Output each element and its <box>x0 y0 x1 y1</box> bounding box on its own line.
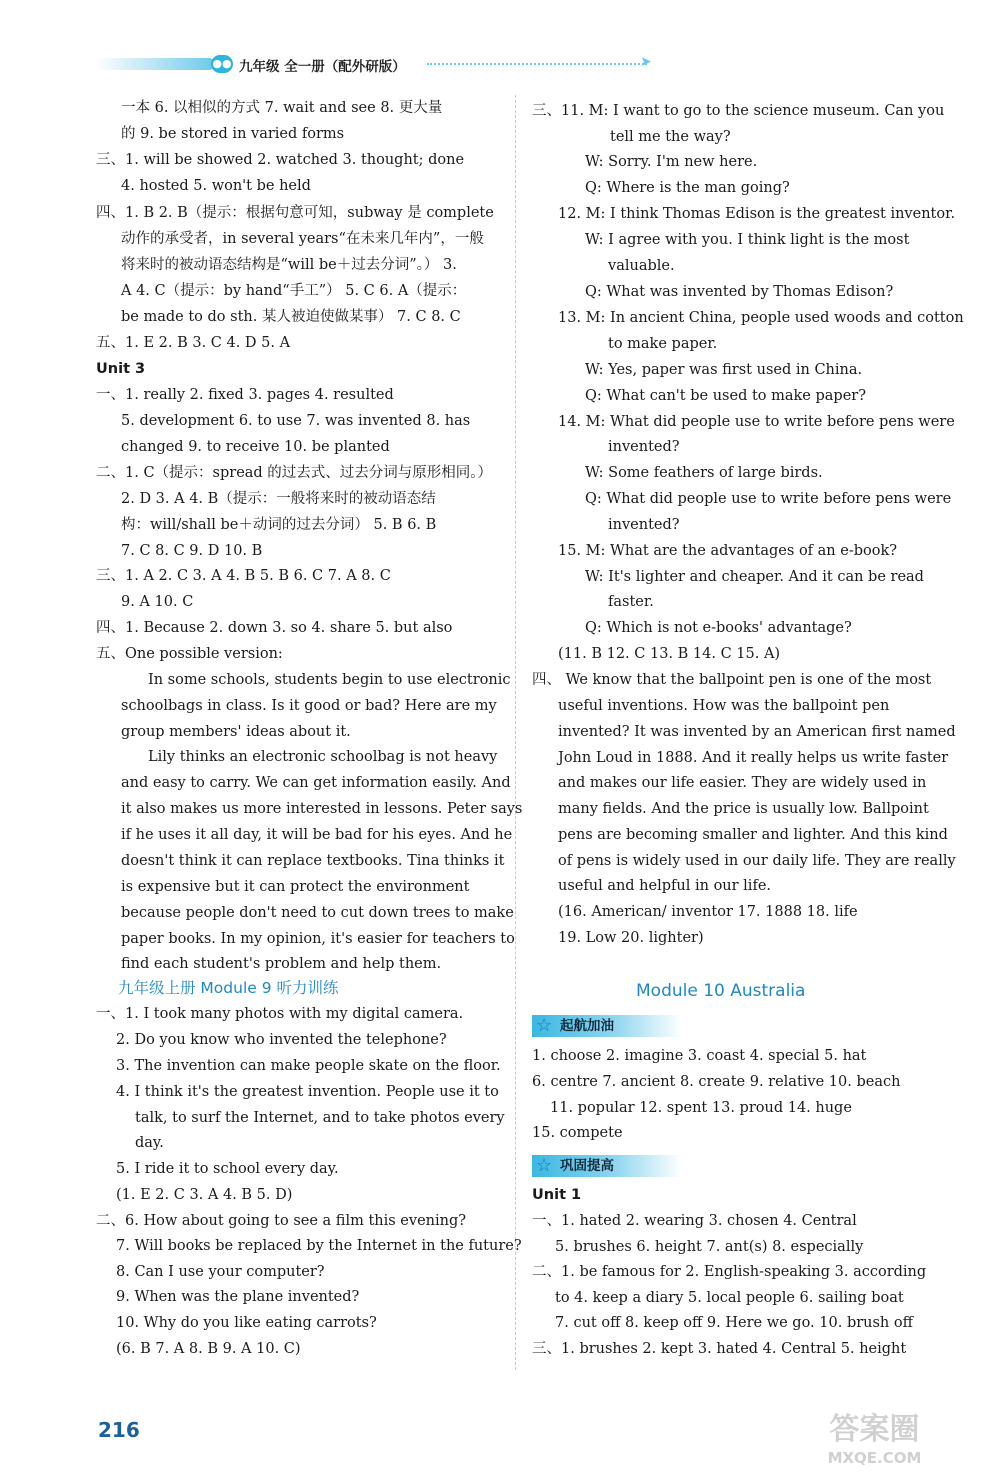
text-line: 7. Will books be replaced by the Internet in the future? <box>116 1238 522 1254</box>
text-line: 四、1. Because 2. down 3. so 4. share 5. but also <box>96 620 453 636</box>
text-line: tell me the way? <box>610 129 731 145</box>
text-line: 一、1. hated 2. wearing 3. chosen 4. Central <box>532 1213 857 1229</box>
text-line: 15. compete <box>532 1125 623 1141</box>
essay-line: group members' ideas about it. <box>121 724 351 740</box>
text-line: 五、One possible version: <box>96 646 283 662</box>
text-line: 10. Why do you like eating carrots? <box>116 1315 377 1331</box>
text-line: 5. I ride it to school every day. <box>116 1161 339 1177</box>
passage-line: 四、 We know that the ballpoint pen is one of the most <box>532 672 932 688</box>
text-line: 三、1. A 2. C 3. A 4. B 5. B 6. C 7. A 8. C <box>96 568 391 584</box>
watermark-url: MXQE.COM <box>827 1449 922 1467</box>
text-line: 9. When was the plane invented? <box>116 1289 360 1305</box>
text-line: talk, to surf the Internet, and to take photos every <box>135 1110 505 1126</box>
text-line: invented? <box>608 517 680 533</box>
text-line: valuable. <box>608 258 675 274</box>
section-banner-label: 巩固提高 <box>560 1158 614 1174</box>
text-line: Q: What was invented by Thomas Edison? <box>585 284 894 300</box>
section-banner-qihang <box>532 1015 682 1037</box>
passage-line: pens are becoming smaller and lighter. And this kind <box>558 827 948 843</box>
text-line: faster. <box>608 594 654 610</box>
text-line: 二、1. C（提示：spread 的过去式、过去分词与原形相同。） <box>96 465 493 481</box>
watermark-text: 答案圈 <box>829 1412 920 1447</box>
text-line: 三、1. will be showed 2. watched 3. thought; done <box>96 152 465 168</box>
text-line: W: Some feathers of large birds. <box>585 465 823 481</box>
header-decoration-band <box>95 58 215 70</box>
text-line: 二、1. be famous for 2. English-speaking 3. according <box>532 1264 927 1280</box>
text-line: 1. choose 2. imagine 3. coast 4. special 5. hat <box>532 1048 867 1064</box>
passage-line: useful and helpful in our life. <box>558 878 772 894</box>
header-dotted-line <box>427 63 647 65</box>
essay-line: paper books. In my opinion, it's easier for teachers to <box>121 931 515 947</box>
page-header <box>95 50 655 80</box>
essay-line: because people don't need to cut down trees to make <box>121 905 514 921</box>
module9-section-title: 九年级上册 Module 9 听力训练 <box>118 979 339 997</box>
text-line: 四、1. B 2. B（提示：根据句意可知，subway 是 complete <box>96 205 494 221</box>
text-line: 一、1. I took many photos with my digital camera. <box>96 1006 464 1022</box>
text-line: 7. cut off 8. keep off 9. Here we go. 10. brush off <box>555 1315 913 1331</box>
column-divider <box>515 95 516 1370</box>
passage-line: invented? It was invented by an American first named <box>558 724 956 740</box>
text-line: 动作的承受者，in several years“在未来几年内”，一般 <box>121 231 484 247</box>
passage-line: many fields. And the price is usually low. Ballpoint <box>558 801 929 817</box>
star-icon: ☆ <box>536 1015 553 1036</box>
essay-line: it also makes us more interested in lessons. Peter says <box>121 801 523 817</box>
text-line: 的 9. be stored in varied forms <box>121 126 345 142</box>
text-line: Q: Which is not e-books' advantage? <box>585 620 852 636</box>
text-line: 14. M: What did people use to write before pens were <box>558 414 955 430</box>
essay-line: find each student's problem and help them. <box>121 956 442 972</box>
essay-line: In some schools, students begin to use electronic <box>148 672 511 688</box>
header-logo-icon: ●● <box>211 55 233 73</box>
text-line: 2. Do you know who invented the telephone? <box>116 1032 447 1048</box>
text-line: 一本 6. 以相似的方式 7. wait and see 8. 更大量 <box>121 100 443 116</box>
unit-heading: Unit 1 <box>532 1187 582 1203</box>
text-line: 5. development 6. to use 7. was invented 8. has <box>121 413 471 429</box>
essay-line: if he uses it all day, it will be bad for his eyes. And he <box>121 827 513 843</box>
text-line: A 4. C（提示：by hand“手工”） 5. C 6. A（提示： <box>121 283 467 299</box>
text-line: be made to do sth. 某人被迫使做某事） 7. C 8. C <box>121 309 461 325</box>
text-line: 9. A 10. C <box>121 594 194 610</box>
text-line: Q: What did people use to write before pens were <box>585 491 952 507</box>
header-arrow-icon: ➤ <box>640 54 652 70</box>
passage-line: John Loud in 1888. And it really helps us write faster <box>558 750 949 766</box>
text-line: 15. M: What are the advantages of an e-book? <box>558 543 898 559</box>
text-line: 12. M: I think Thomas Edison is the greatest inventor. <box>558 206 956 222</box>
module10-title: Module 10 Australia <box>636 981 806 1001</box>
text-line: 11. popular 12. spent 13. proud 14. huge <box>550 1100 852 1116</box>
text-line: invented? <box>608 439 680 455</box>
passage-line: and makes our life easier. They are widely used in <box>558 775 927 791</box>
text-line: 一、1. really 2. fixed 3. pages 4. resulted <box>96 387 394 403</box>
text-line: 三、11. M: I want to go to the science museum. Can you <box>532 103 945 119</box>
section-banner-gonggu <box>532 1155 682 1177</box>
text-line: (16. American/ inventor 17. 1888 18. life <box>558 904 858 920</box>
text-line: (11. B 12. C 13. B 14. C 15. A) <box>558 646 781 662</box>
text-line: (1. E 2. C 3. A 4. B 5. D) <box>116 1187 293 1203</box>
unit-heading: Unit 3 <box>96 361 146 377</box>
text-line: 8. Can I use your computer? <box>116 1264 325 1280</box>
page-number: 216 <box>98 1418 140 1442</box>
text-line: 构：will/shall be＋动词的过去分词） 5. B 6. B <box>121 517 437 533</box>
text-line: (6. B 7. A 8. B 9. A 10. C) <box>116 1341 301 1357</box>
passage-line: useful inventions. How was the ballpoint pen <box>558 698 890 714</box>
text-line: 19. Low 20. lighter) <box>558 930 704 946</box>
text-line: 7. C 8. C 9. D 10. B <box>121 543 263 559</box>
text-line: changed 9. to receive 10. be planted <box>121 439 390 455</box>
text-line: 3. The invention can make people skate on the floor. <box>116 1058 501 1074</box>
text-line: 13. M: In ancient China, people used woods and cotton <box>558 310 964 326</box>
essay-line: schoolbags in class. Is it good or bad? Here are my <box>121 698 497 714</box>
text-line: 五、1. E 2. B 3. C 4. D 5. A <box>96 335 291 351</box>
text-line: W: Yes, paper was first used in China. <box>585 362 863 378</box>
text-line: 4. hosted 5. won't be held <box>121 178 311 194</box>
text-line: 三、1. brushes 2. kept 3. hated 4. Central 5. height <box>532 1341 907 1357</box>
text-line: W: It's lighter and cheaper. And it can be read <box>585 569 924 585</box>
essay-line: doesn't think it can replace textbooks. Tina thinks it <box>121 853 505 869</box>
essay-line: Lily thinks an electronic schoolbag is not heavy <box>148 749 498 765</box>
text-line: 5. brushes 6. height 7. ant(s) 8. especially <box>555 1239 864 1255</box>
text-line: W: I agree with you. I think light is the most <box>585 232 910 248</box>
watermark-logo <box>792 1412 957 1474</box>
passage-line: of pens is widely used in our daily life. They are really <box>558 853 956 869</box>
text-line: to 4. keep a diary 5. local people 6. sailing boat <box>555 1290 904 1306</box>
text-line: 6. centre 7. ancient 8. create 9. relative 10. beach <box>532 1074 901 1090</box>
star-icon: ☆ <box>536 1155 553 1176</box>
header-title: 九年级 全一册（配外研版） <box>239 59 406 75</box>
text-line: day. <box>135 1135 164 1151</box>
text-line: to make paper. <box>608 336 718 352</box>
text-line: 4. I think it's the greatest invention. People use it to <box>116 1084 499 1100</box>
text-line: 2. D 3. A 4. B（提示：一般将来时的被动语态结 <box>121 491 436 507</box>
text-line: Q: What can't be used to make paper? <box>585 388 866 404</box>
text-line: Q: Where is the man going? <box>585 180 790 196</box>
essay-line: and easy to carry. We can get information easily. And <box>121 775 511 791</box>
text-line: 将来时的被动语态结构是“will be＋过去分词”。） 3. <box>121 257 457 273</box>
section-banner-label: 起航加油 <box>560 1018 614 1034</box>
text-line: 二、6. How about going to see a film this evening? <box>96 1213 467 1229</box>
essay-line: is expensive but it can protect the environment <box>121 879 470 895</box>
text-line: W: Sorry. I'm new here. <box>585 154 758 170</box>
